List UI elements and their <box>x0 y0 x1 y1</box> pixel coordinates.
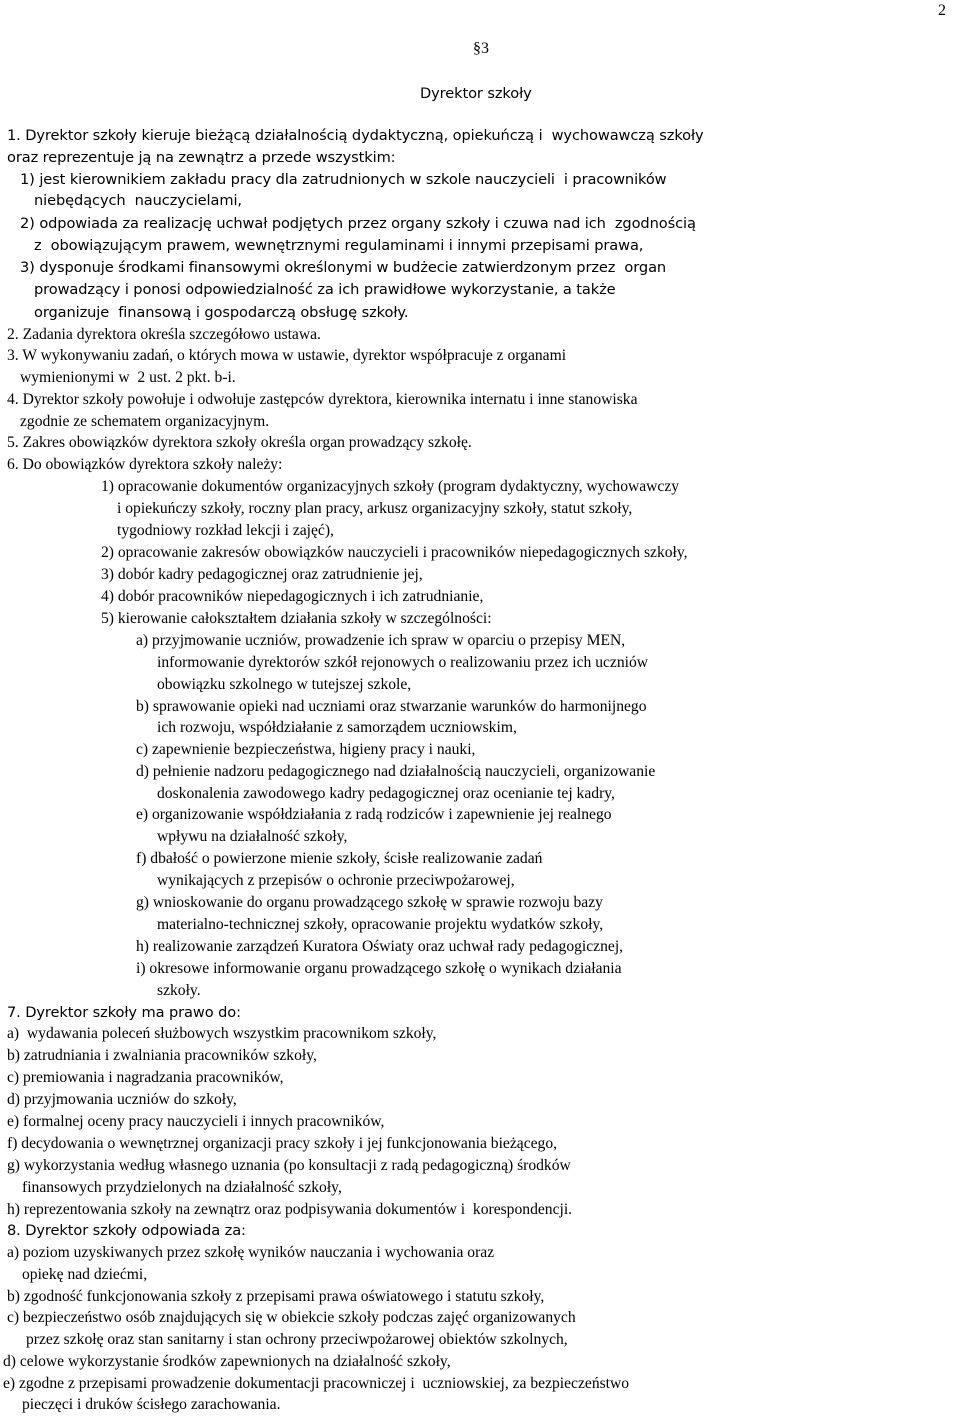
text-line: zgodnie ze schematem organizacyjnym. <box>20 413 270 430</box>
text-line: doskonalenia zawodowego kadry pedagogicznej oraz ocenianie tej kadry, <box>157 785 615 802</box>
text-line: d) celowe wykorzystanie środków zapewnionych na działalność szkoły, <box>3 1353 451 1370</box>
text-line: niebędących nauczycielami, <box>34 192 242 209</box>
text-line: c) premiowania i nagradzania pracowników, <box>7 1069 284 1086</box>
text-line: c) zapewnienie bezpieczeństwa, higieny pracy i nauki, <box>136 741 476 758</box>
text-line: a) przyjmowanie uczniów, prowadzenie ich spraw w oparciu o przepisy MEN, <box>136 632 626 649</box>
text-line: 1) jest kierownikiem zakładu pracy dla zatrudnionych w szkole nauczycieli i pracowników <box>20 171 667 188</box>
text-line: wymienionymi w 2 ust. 2 pkt. b-i. <box>20 369 236 386</box>
page-number: 2 <box>938 2 946 19</box>
text-line: organizuje finansową i gospodarczą obsługę szkoły. <box>34 304 409 321</box>
text-line: h) reprezentowania szkoły na zewnątrz oraz podpisywania dokumentów i korespondencji. <box>7 1201 573 1218</box>
text-line: 5) kierowanie całokształtem działania szkoły w szczególności: <box>101 610 492 627</box>
text-line: 4) dobór pracowników niepedagogicznych i ich zatrudnianie, <box>101 588 484 605</box>
text-line: d) przyjmowania uczniów do szkoły, <box>7 1091 237 1108</box>
text-line: wpływu na działalność szkoły, <box>157 828 348 845</box>
text-line: prowadzący i ponosi odpowiedzialność za ich prawidłowe wykorzystanie, a także <box>34 281 616 298</box>
text-line: b) zgodność funkcjonowania szkoły z przepisami prawa oświatowego i statutu szkoły, <box>7 1288 545 1305</box>
text-line: materialno-technicznej szkoły, opracowanie projektu wydatków szkoły, <box>157 916 604 933</box>
text-line: tygodniowy rozkład lekcji i zajęć), <box>117 522 334 539</box>
text-line: i) okresowe informowanie organu prowadzącego szkołę o wynikach działania <box>136 960 622 977</box>
text-line: szkoły. <box>157 982 201 999</box>
text-line: pieczęci i druków ścisłego zarachowania. <box>22 1396 281 1413</box>
text-line: b) zatrudniania i zwalniania pracowników szkoły, <box>7 1047 317 1064</box>
text-line: i opiekuńczy szkoły, roczny plan pracy, arkusz organizacyjny szkoły, statut szkoły, <box>117 500 633 517</box>
text-line: opiekę nad dziećmi, <box>22 1266 148 1283</box>
text-line: 7. Dyrektor szkoły ma prawo do: <box>7 1004 241 1021</box>
text-line: 5. Zakres obowiązków dyrektora szkoły określa organ prowadzący szkołę. <box>7 434 472 451</box>
text-line: 3) dysponuje środkami finansowymi określonymi w budżecie zatwierdzonym przez organ <box>20 259 667 276</box>
text-line: 4. Dyrektor szkoły powołuje i odwołuje zastępców dyrektora, kierownika internatu i inne stanowiska <box>7 391 638 408</box>
text-line: f) decydowania o wewnętrznej organizacji pracy szkoły i jej funkcjonowania bieżącego, <box>7 1135 558 1152</box>
text-line: d) pełnienie nadzoru pedagogicznego nad działalnością nauczycieli, organizowanie <box>136 763 656 780</box>
section-heading: Dyrektor szkoły <box>420 85 532 102</box>
text-line: obowiązku szkolnego w tutejszej szkole, <box>157 676 412 693</box>
text-line: informowanie dyrektorów szkół rejonowych o realizowaniu przez ich uczniów <box>157 654 649 671</box>
text-line: ich rozwoju, współdziałanie z samorządem uczniowskim, <box>157 719 517 736</box>
text-line: 6. Do obowiązków dyrektora szkoły należy: <box>7 456 283 473</box>
text-line: f) dbałość o powierzone mienie szkoły, ścisłe realizowanie zadań <box>136 850 543 867</box>
section-mark: §3 <box>473 40 489 57</box>
text-line: e) zgodne z przepisami prowadzenie dokumentacji pracowniczej i uczniowskiej, za bezpieczeństwo <box>3 1375 630 1392</box>
text-line: 2) opracowanie zakresów obowiązków nauczycieli i pracowników niepedagogicznych szkoły, <box>101 544 688 561</box>
text-line: 2. Zadania dyrektora określa szczegółowo ustawa. <box>7 326 321 343</box>
text-line: b) sprawowanie opieki nad uczniami oraz stwarzanie warunków do harmonijnego <box>136 698 647 715</box>
text-line: 1. Dyrektor szkoły kieruje bieżącą działalnością dydaktyczną, opiekuńczą i wychowawczą szkoły <box>7 127 704 144</box>
text-line: 1) opracowanie dokumentów organizacyjnych szkoły (program dydaktyczny, wychowawczy <box>101 478 680 495</box>
text-line: 3. W wykonywaniu zadań, o których mowa w ustawie, dyrektor współpracuje z organami <box>7 347 567 364</box>
text-line: wynikających z przepisów o ochronie przeciwpożarowej, <box>157 872 515 889</box>
text-line: 3) dobór kadry pedagogicznej oraz zatrudnienie jej, <box>101 566 423 583</box>
text-line: a) wydawania poleceń służbowych wszystkim pracownikom szkoły, <box>7 1025 437 1042</box>
text-line: z obowiązującym prawem, wewnętrznymi regulaminami i innymi przepisami prawa, <box>34 237 644 254</box>
text-line: finansowych przydzielonych na działalność szkoły, <box>22 1179 342 1196</box>
text-line: g) wykorzystania według własnego uznania (po konsultacji z radą pedagogiczną) środków <box>7 1157 571 1174</box>
text-line: g) wnioskowanie do organu prowadzącego szkołę w sprawie rozwoju bazy <box>136 894 603 911</box>
text-line: c) bezpieczeństwo osób znajdujących się w obiekcie szkoły podczas zajęć organizowanych <box>7 1309 576 1326</box>
text-line: h) realizowanie zarządzeń Kuratora Oświaty oraz uchwał rady pedagogicznej, <box>136 938 624 955</box>
text-line: e) organizowanie współdziałania z radą rodziców i zapewnienie jej realnego <box>136 806 612 823</box>
text-line: przez szkołę oraz stan sanitarny i stan ochrony przeciwpożarowej obiektów szkolnych, <box>26 1331 568 1348</box>
text-line: e) formalnej oceny pracy nauczycieli i innych pracowników, <box>7 1113 385 1130</box>
text-line: 2) odpowiada za realizację uchwał podjętych przez organy szkoły i czuwa nad ich zgodnością <box>20 215 696 232</box>
text-line: 8. Dyrektor szkoły odpowiada za: <box>7 1222 246 1239</box>
text-line: a) poziom uzyskiwanych przez szkołę wyników nauczania i wychowania oraz <box>7 1244 495 1261</box>
text-line: oraz reprezentuje ją na zewnątrz a przede wszystkim: <box>7 149 396 166</box>
